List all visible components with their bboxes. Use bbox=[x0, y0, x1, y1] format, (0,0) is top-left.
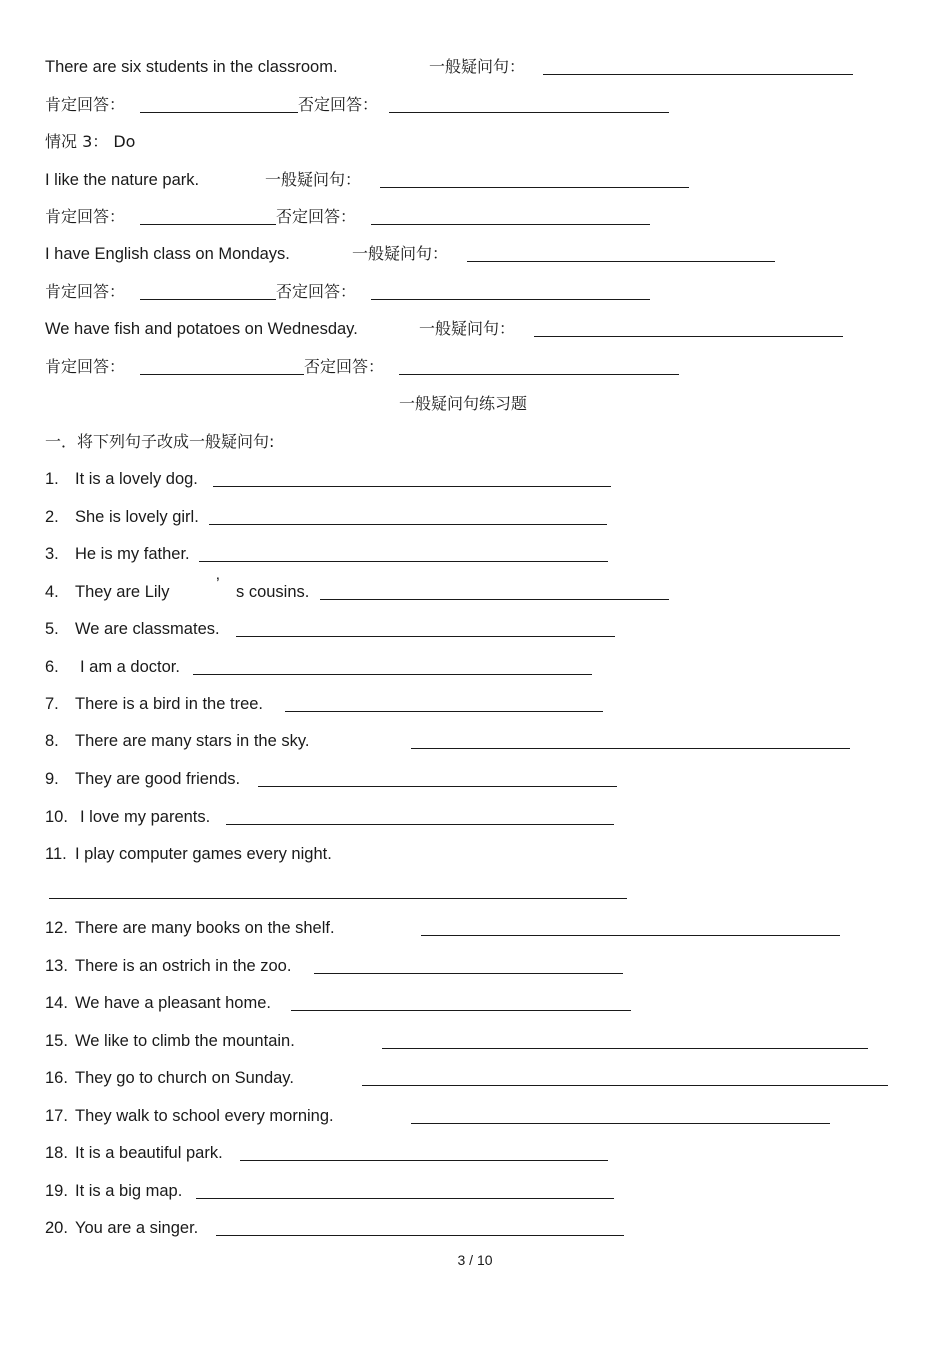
answer-line-4 bbox=[0, 354, 950, 382]
exercise-item bbox=[0, 1178, 950, 1206]
negative-answer-label: 否定回答： bbox=[298, 95, 379, 114]
exercise-number: 10. bbox=[45, 808, 68, 826]
answer-blank[interactable] bbox=[411, 748, 850, 749]
exercise-number: 13. bbox=[45, 957, 68, 975]
exercise-number: 12. bbox=[45, 919, 68, 937]
positive-answer-blank[interactable] bbox=[140, 374, 304, 375]
answer-blank[interactable] bbox=[320, 599, 669, 600]
case-heading bbox=[0, 129, 950, 157]
answer-blank[interactable] bbox=[421, 935, 840, 936]
answer-blank[interactable] bbox=[193, 674, 592, 675]
conversion-line-1 bbox=[0, 54, 950, 82]
exercise-sentence: She is lovely girl. bbox=[75, 508, 199, 526]
exercise-number: 3. bbox=[45, 545, 59, 563]
exercise-number: 18. bbox=[45, 1144, 68, 1162]
answer-blank[interactable] bbox=[199, 561, 608, 562]
answer-line-3 bbox=[0, 279, 950, 307]
exercise-item bbox=[0, 575, 950, 607]
case-label: 情况 3： Do bbox=[45, 132, 136, 151]
answer-blank[interactable] bbox=[196, 1198, 614, 1199]
positive-answer-label: 肯定回答： bbox=[45, 95, 126, 114]
answer-blank[interactable] bbox=[240, 1160, 608, 1161]
exercise-number: 19. bbox=[45, 1182, 68, 1200]
negative-answer-blank[interactable] bbox=[371, 299, 650, 300]
sentence-text: I like the nature park. bbox=[45, 171, 200, 189]
exercise-sentence: We like to climb the mountain. bbox=[75, 1032, 295, 1050]
exercise-item bbox=[0, 654, 950, 682]
exercise-item bbox=[0, 915, 950, 943]
exercise-number: 11. bbox=[45, 845, 67, 863]
answer-blank[interactable] bbox=[411, 1123, 830, 1124]
exercise-item bbox=[0, 766, 950, 794]
apostrophe: ’ bbox=[216, 575, 220, 593]
exercise-sentence: It is a beautiful park. bbox=[75, 1144, 223, 1162]
negative-answer-blank[interactable] bbox=[399, 374, 679, 375]
answer-blank[interactable] bbox=[543, 74, 853, 75]
conversion-line-2 bbox=[0, 167, 950, 195]
sentence-text: There are six students in the classroom. bbox=[45, 58, 338, 76]
exercise-sentence: They walk to school every morning. bbox=[75, 1107, 334, 1125]
exercise-item bbox=[0, 841, 950, 869]
question-label: 一般疑问句： bbox=[429, 57, 526, 76]
exercise-sentence: I love my parents. bbox=[80, 808, 211, 826]
exercise-item bbox=[0, 1028, 950, 1056]
exercise-sentence: We have a pleasant home. bbox=[75, 994, 271, 1012]
exercise-item bbox=[0, 504, 950, 532]
positive-answer-blank[interactable] bbox=[140, 224, 276, 225]
exercise-item bbox=[0, 541, 950, 569]
conversion-line-4 bbox=[0, 316, 950, 344]
exercise-sentence: It is a big map. bbox=[75, 1182, 183, 1200]
conversion-line-3 bbox=[0, 241, 950, 269]
exercise-item bbox=[0, 728, 950, 756]
answer-blank[interactable] bbox=[209, 524, 607, 525]
exercise-sentence: They are Lily bbox=[75, 583, 170, 601]
negative-answer-blank[interactable] bbox=[371, 224, 650, 225]
answer-blank[interactable] bbox=[467, 261, 775, 262]
answer-blank[interactable] bbox=[314, 973, 623, 974]
exercise-number: 7. bbox=[45, 695, 59, 713]
exercise-sentence: There are many books on the shelf. bbox=[75, 919, 335, 937]
answer-blank[interactable] bbox=[216, 1235, 624, 1236]
positive-answer-blank[interactable] bbox=[140, 299, 276, 300]
question-label: 一般疑问句： bbox=[265, 170, 362, 189]
exercise-item bbox=[0, 616, 950, 644]
exercise-sentence: I play computer games every night. bbox=[75, 845, 332, 863]
section-title: 一般疑问句练习题 bbox=[399, 394, 528, 413]
exercise-item bbox=[0, 466, 950, 494]
negative-answer-label: 否定回答： bbox=[276, 282, 357, 301]
exercise-item bbox=[0, 1140, 950, 1168]
page-number: 3 / 10 bbox=[457, 1252, 493, 1268]
exercise-sentence: There is a bird in the tree. bbox=[75, 695, 264, 713]
instruction-line bbox=[0, 429, 950, 457]
answer-blank[interactable] bbox=[382, 1048, 868, 1049]
exercise-item bbox=[0, 1065, 950, 1093]
exercise-sentence: He is my father. bbox=[75, 545, 190, 563]
exercise-sentence: You are a singer. bbox=[75, 1219, 199, 1237]
exercise-number: 20. bbox=[45, 1219, 68, 1237]
exercise-sentence: We are classmates. bbox=[75, 620, 220, 638]
exercise-sentence: There are many stars in the sky. bbox=[75, 732, 310, 750]
exercise-number: 16. bbox=[45, 1069, 68, 1087]
exercise-item bbox=[0, 1215, 950, 1243]
exercise-sentence: They are good friends. bbox=[75, 770, 241, 788]
exercise-number: 2. bbox=[45, 508, 59, 526]
answer-blank[interactable] bbox=[236, 636, 615, 637]
exercise-item bbox=[0, 990, 950, 1018]
exercise-number: 15. bbox=[45, 1032, 68, 1050]
answer-blank[interactable] bbox=[285, 711, 603, 712]
exercise-sentence: There is an ostrich in the zoo. bbox=[75, 957, 292, 975]
exercise-sentence: It is a lovely dog. bbox=[75, 470, 198, 488]
exercise-sentence-continued: s cousins. bbox=[236, 583, 310, 601]
answer-blank[interactable] bbox=[380, 187, 689, 188]
negative-answer-label: 否定回答： bbox=[304, 357, 385, 376]
negative-answer-label: 否定回答： bbox=[276, 207, 357, 226]
exercise-item bbox=[0, 953, 950, 981]
positive-answer-label: 肯定回答： bbox=[45, 357, 126, 376]
exercise-number: 17. bbox=[45, 1107, 68, 1125]
answer-line-2 bbox=[0, 204, 950, 232]
sentence-text: I have English class on Mondays. bbox=[45, 245, 290, 263]
negative-answer-blank[interactable] bbox=[389, 112, 669, 113]
exercise-sentence: They go to church on Sunday. bbox=[75, 1069, 294, 1087]
exercise-number: 1. bbox=[45, 470, 59, 488]
answer-line-1 bbox=[0, 92, 950, 120]
exercise-answer-line bbox=[0, 878, 950, 906]
exercise-number: 5. bbox=[45, 620, 59, 638]
exercise-sentence: I am a doctor. bbox=[80, 658, 180, 676]
instruction: 一．将下列句子改成一般疑问句: bbox=[45, 432, 275, 451]
answer-blank[interactable] bbox=[291, 1010, 631, 1011]
exercise-item bbox=[0, 1103, 950, 1131]
exercise-number: 14. bbox=[45, 994, 68, 1012]
answer-blank[interactable] bbox=[226, 824, 614, 825]
answer-blank[interactable] bbox=[534, 336, 843, 337]
exercise-item bbox=[0, 691, 950, 719]
exercise-number: 8. bbox=[45, 732, 59, 750]
positive-answer-label: 肯定回答： bbox=[45, 282, 126, 301]
answer-blank[interactable] bbox=[213, 486, 611, 487]
exercise-number: 9. bbox=[45, 770, 59, 788]
sentence-text: We have fish and potatoes on Wednesday. bbox=[45, 320, 358, 338]
answer-blank[interactable] bbox=[258, 786, 617, 787]
question-label: 一般疑问句： bbox=[352, 244, 449, 263]
question-label: 一般疑问句： bbox=[419, 319, 516, 338]
answer-blank[interactable] bbox=[49, 898, 627, 899]
exercise-number: 4. bbox=[45, 583, 59, 601]
positive-answer-label: 肯定回答： bbox=[45, 207, 126, 226]
exercise-item bbox=[0, 804, 950, 832]
positive-answer-blank[interactable] bbox=[140, 112, 298, 113]
answer-blank[interactable] bbox=[362, 1085, 888, 1086]
section-title-line bbox=[0, 391, 950, 419]
exercise-number: 6. bbox=[45, 658, 59, 676]
